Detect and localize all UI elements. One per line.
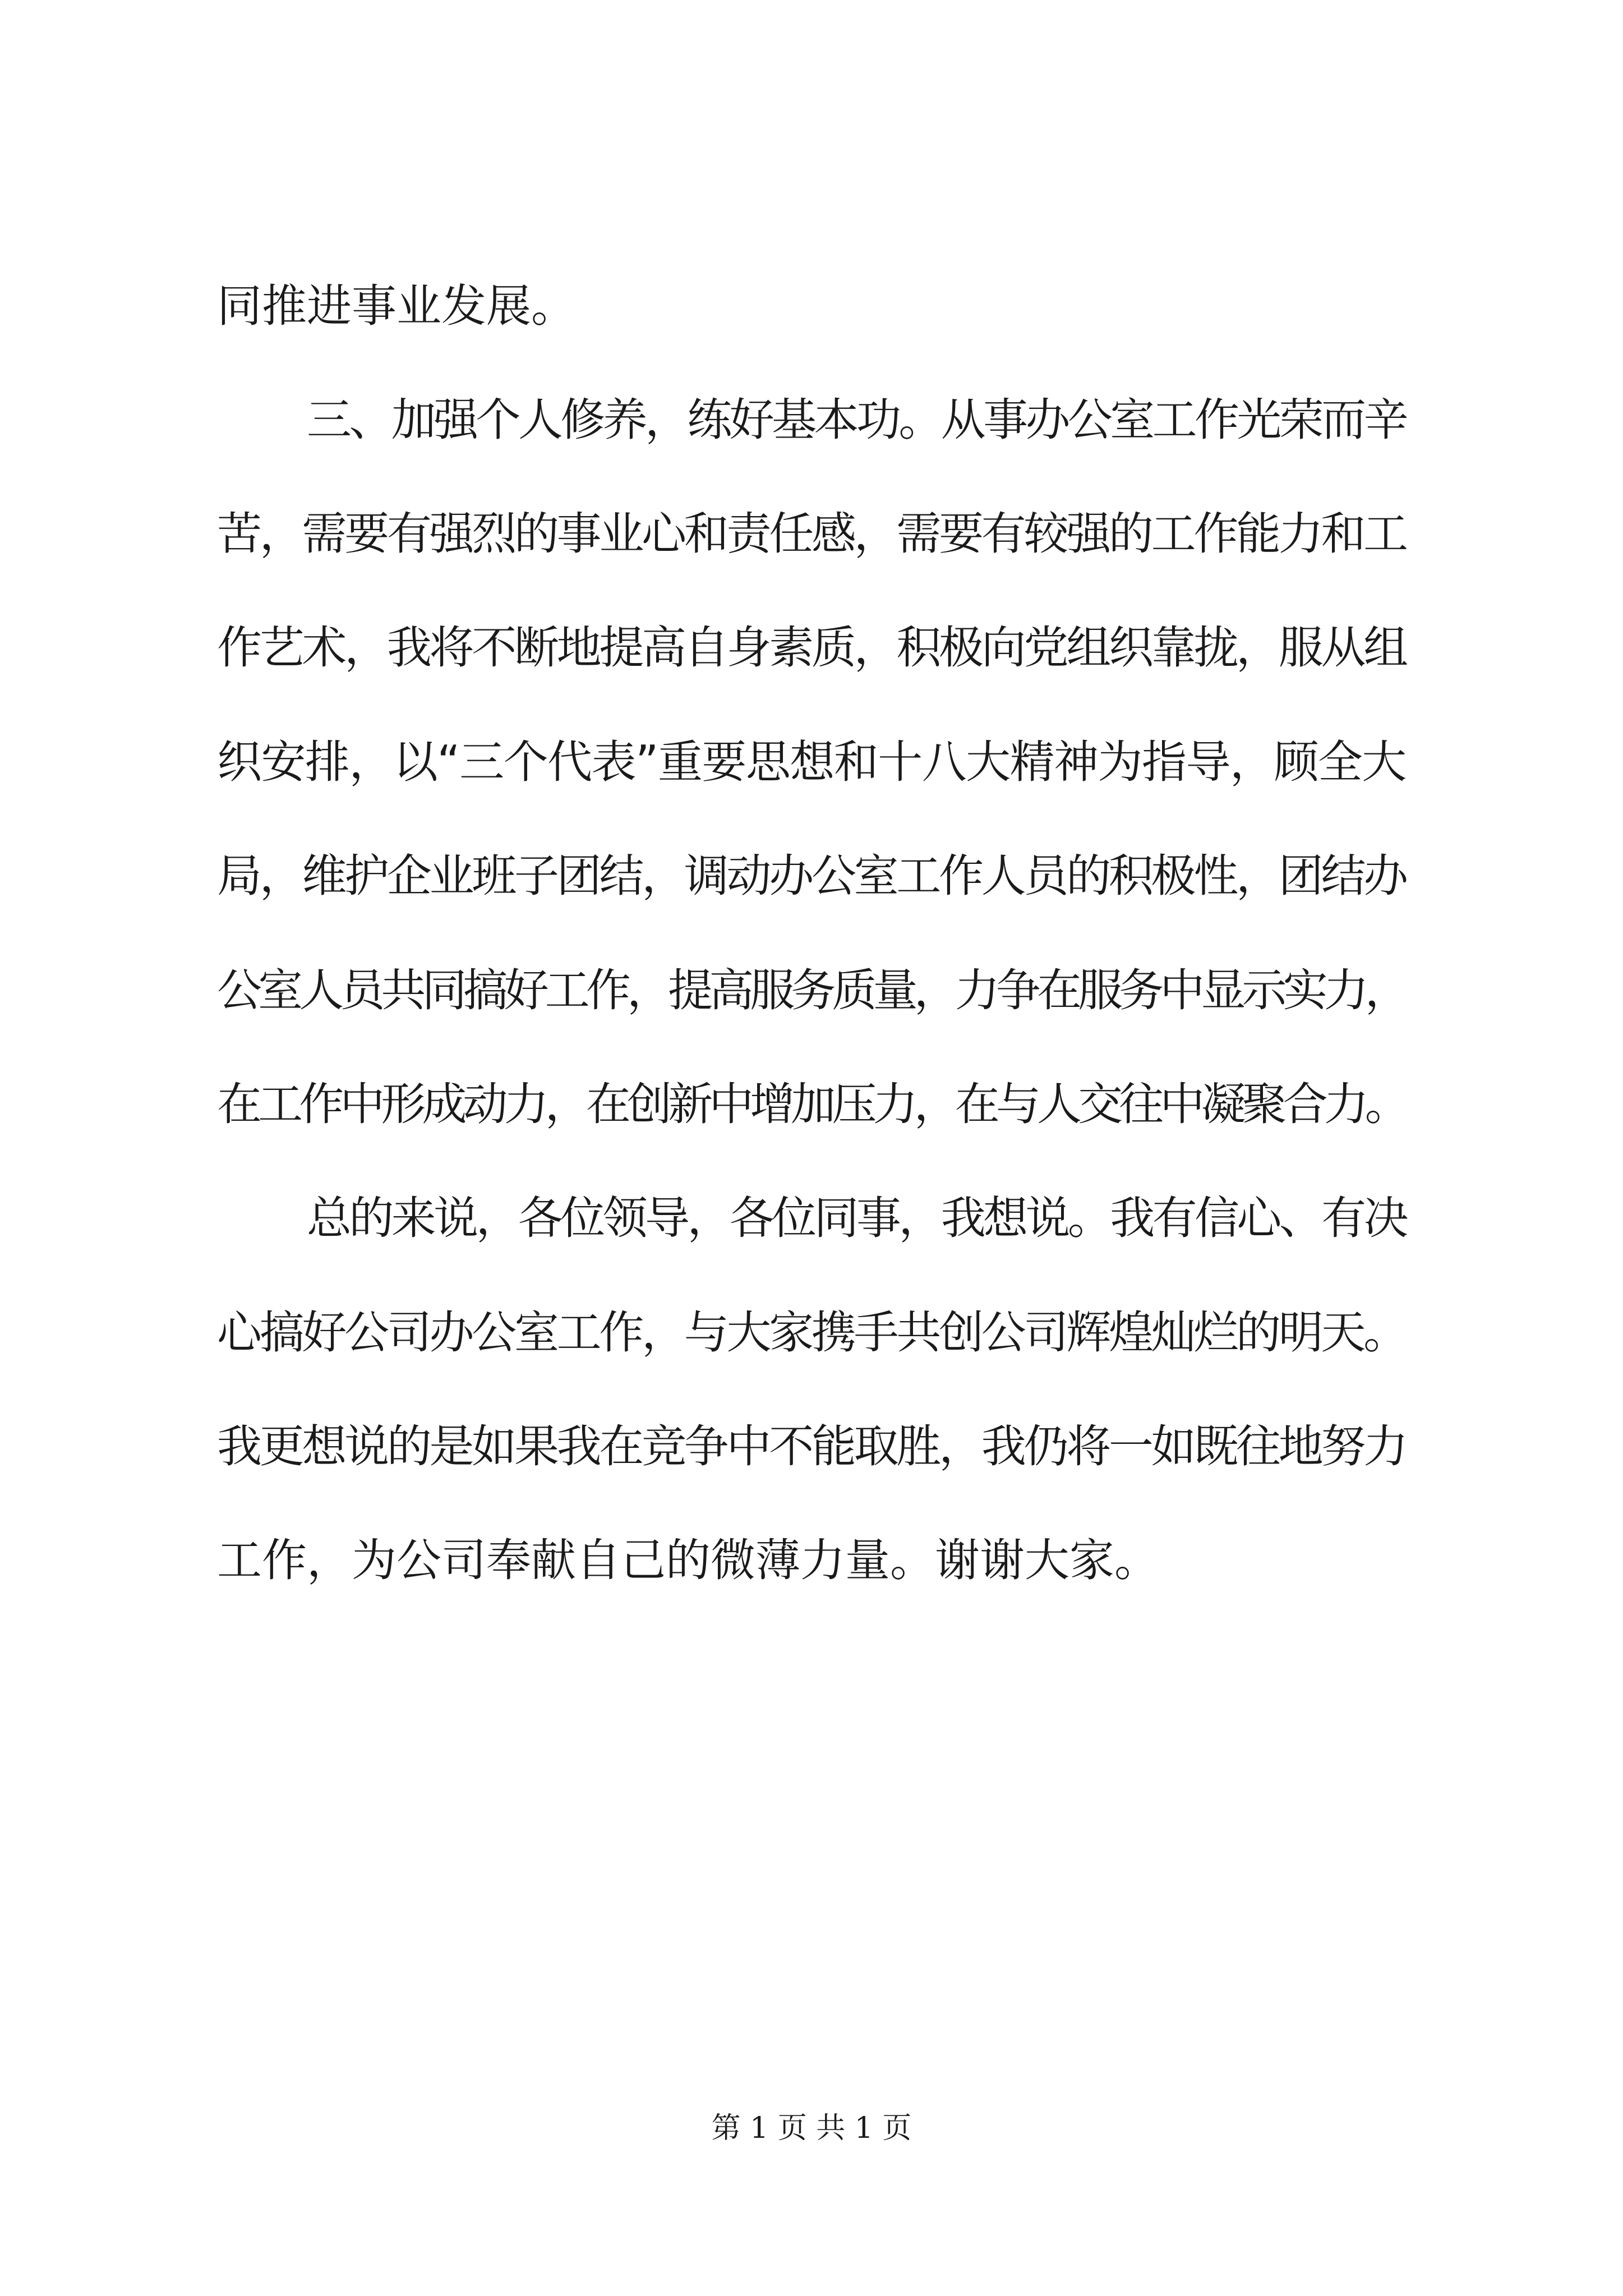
text-line: 三、加强个人修养，练好基本功。从事办公室工作光荣而辛: [307, 394, 1406, 446]
page-number-footer: 第 1 页 共 1 页: [711, 2111, 912, 2145]
text-line: 同推进事业发展。: [217, 280, 576, 332]
text-line: 在工作中形成动力，在创新中增加压力，在与人交往中凝聚合力。: [217, 1078, 1406, 1130]
text-line: 局，维护企业班子团结，调动办公室工作人员的积极性，团结办: [217, 850, 1406, 902]
text-line: 工作，为公司奉献自己的微薄力量。谢谢大家。: [217, 1534, 1159, 1586]
text-line: 我更想说的是如果我在竞争中不能取胜，我仍将一如既往地努力: [217, 1420, 1406, 1473]
text-line: 织安排，以“三个代表”重要思想和十八大精神为指导，顾全大: [217, 736, 1406, 788]
text-line: 苦，需要有强烈的事业心和责任感，需要有较强的工作能力和工: [217, 508, 1406, 560]
text-line: 公室人员共同搞好工作，提高服务质量，力争在服务中显示实力，: [217, 964, 1406, 1016]
text-line: 总的来说，各位领导，各位同事，我想说。我有信心、有决: [307, 1192, 1406, 1244]
text-line: 心搞好公司办公室工作，与大家携手共创公司辉煌灿烂的明天。: [217, 1306, 1406, 1359]
text-line: 作艺术，我将不断地提高自身素质，积极向党组织靠拢，服从组: [217, 622, 1406, 674]
